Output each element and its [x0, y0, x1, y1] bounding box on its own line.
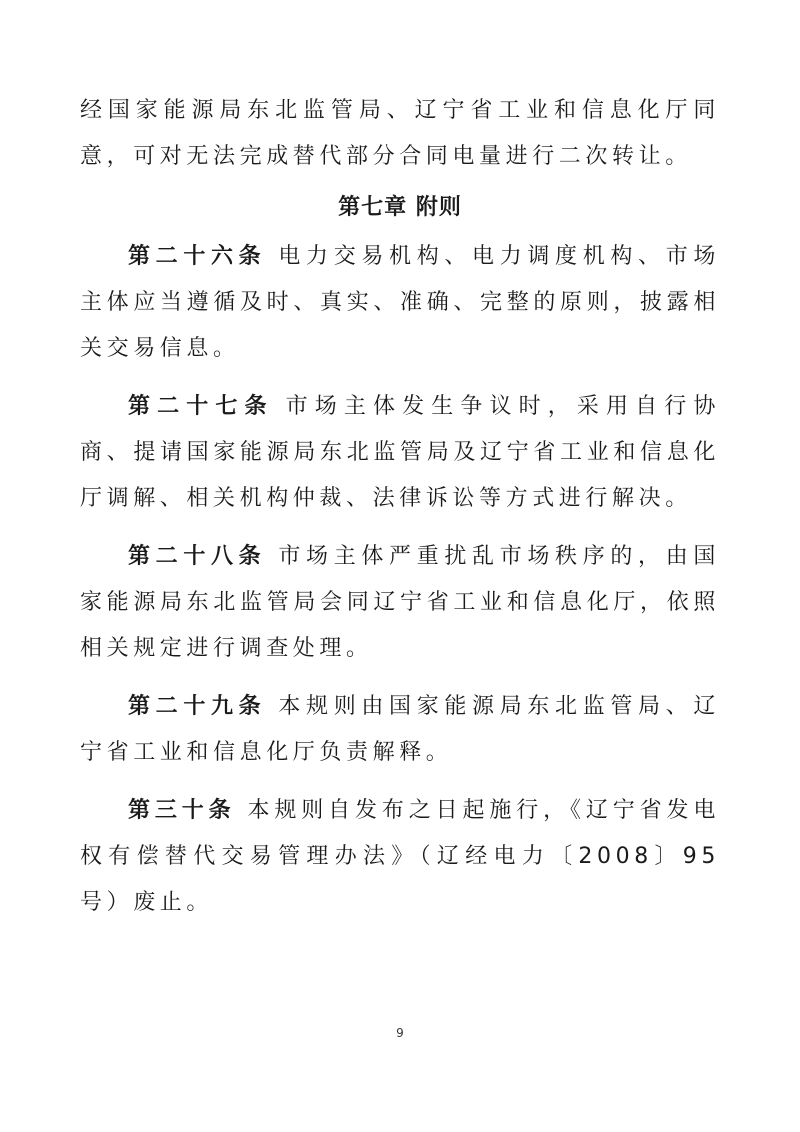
page-number: 9 — [396, 1026, 404, 1040]
article-text: 市场主体严重扰乱市场秩序的，由国家能源局东北监管局会同辽宁省工业和信息化厅，依照相关规定进行调查处理。 — [80, 544, 720, 661]
article-number: 第二十六条 — [128, 244, 267, 269]
article-number: 第三十条 — [128, 798, 236, 823]
article-text: 本规则由国家能源局东北监管局、辽宁省工业和信息化厅负责解释。 — [80, 694, 720, 765]
article-number: 第二十七条 — [128, 394, 274, 419]
article-text: 电力交易机构、电力调度机构、市场主体应当遵循及时、真实、准确、完整的原则，披露相关交易信息。 — [80, 244, 720, 361]
article-text: 市场主体发生争议时，采用自行协商、提请国家能源局东北监管局及辽宁省工业和信息化厅调解、相关机构仲裁、法律诉讼等方式进行解决。 — [80, 394, 720, 511]
article-30 — [80, 788, 720, 926]
continuation-paragraph: 经国家能源局东北监管局、辽宁省工业和信息化厅同意，可对无法完成替代部分合同电量进行二次转让。 — [80, 98, 720, 169]
article-text: 本规则自发布之日起施行，《辽宁省发电权有偿替代交易管理办法》（辽经电力〔2008〕95号）废止。 — [80, 798, 720, 915]
document-page — [80, 88, 720, 926]
article-26 — [80, 234, 720, 372]
article-number: 第二十九条 — [128, 694, 267, 719]
article-29 — [80, 684, 720, 776]
chapter-title: 第七章 附则 — [338, 195, 462, 220]
article-number: 第二十八条 — [128, 544, 267, 569]
article-28 — [80, 534, 720, 672]
article-27 — [80, 384, 720, 522]
